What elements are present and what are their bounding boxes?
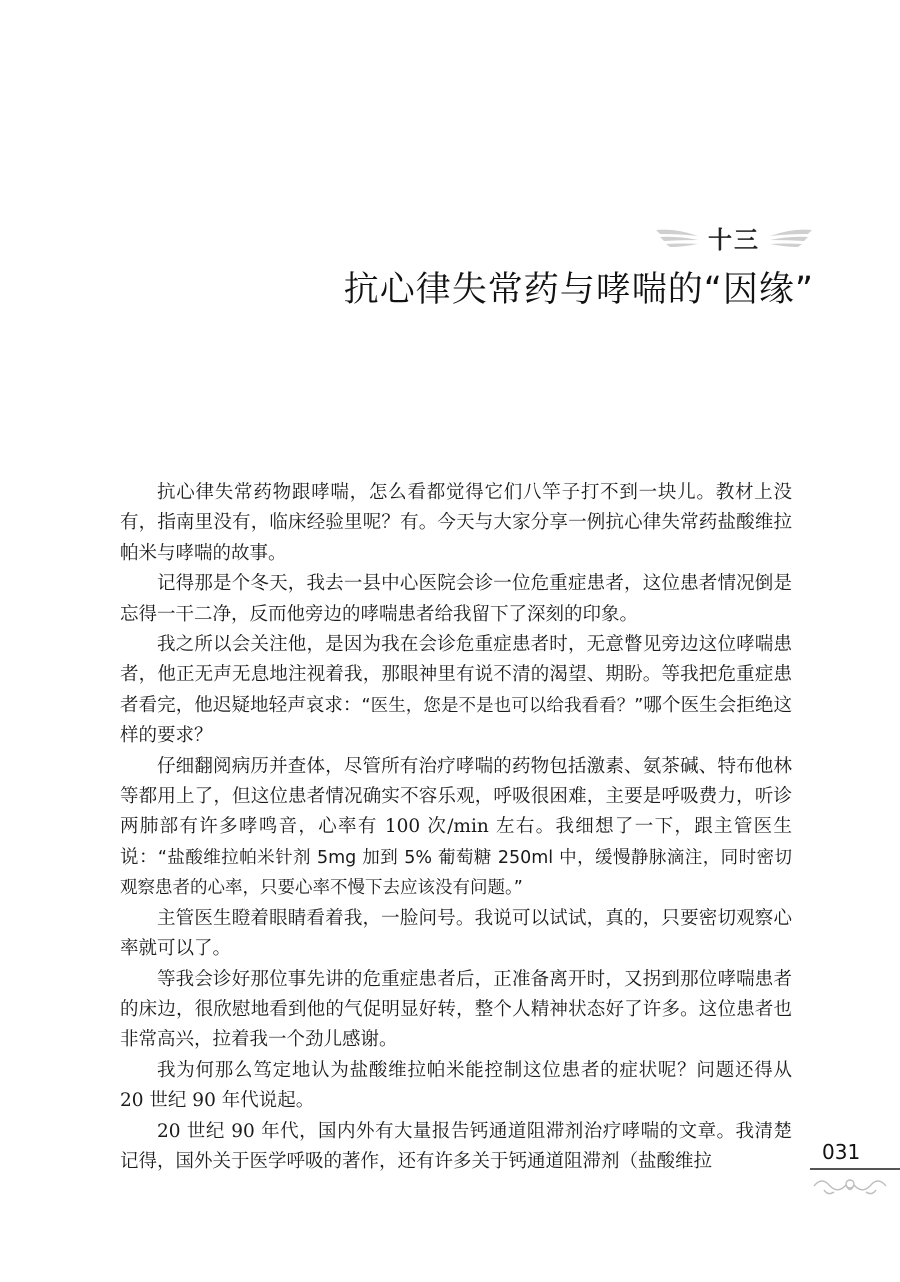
paragraph-text: 仔细翻阅病历并查体，尽管所有治疗哮喘的药物包括激素、氨茶碱、特布他林等都用上了，但这位患者情况确实不容乐观，呼吸很困难，主要是呼吸费力，听诊两肺部有许多哮鸣音，心率有 100 次/min 左右。我细想了一下，跟主管医生说：	[120, 755, 792, 868]
chapter-number: 十三	[708, 225, 760, 254]
chapter-header	[0, 222, 814, 312]
floral-ornament-icon	[810, 1172, 890, 1198]
paragraph: 主管医生瞪着眼睛看着我，一脸问号。我说可以试试，真的，只要密切观察心率就可以了。	[120, 907, 792, 960]
paragraph: 20 世纪 90 年代，国内外有大量报告钙通道阻滞剂治疗哮喘的文章。我清楚记得，国外关于医学呼吸的著作，还有许多关于钙通道阻滞剂（盐酸维拉	[120, 1120, 792, 1172]
page-footer	[810, 1140, 900, 1198]
wing-right-icon	[768, 224, 814, 250]
dialogue-quote: “医生，您是不是也可以给我看看？”	[361, 695, 644, 716]
page-number: 031	[822, 1140, 861, 1164]
paragraph: 我为何那么笃定地认为盐酸维拉帕米能控制这位患者的症状呢？问题还得从 20 世纪 90 年代说起。	[120, 1059, 792, 1112]
paragraph-text: 我之所以会关注他，是因为我在会诊危重症患者时，无意瞥见旁边这位哮喘患者，他正无声无息地注视着我，那眼神里有说不清的渴望、期盼。等我把危重症患者看完，他迟疑地轻声哀求：	[120, 634, 792, 716]
paragraph	[120, 630, 792, 752]
paragraph: 等我会诊好那位事先讲的危重症患者后，正准备离开时，又拐到那位哮喘患者的床边，很欣慰地看到他的气促明显好转，整个人精神状态好了许多。这位患者也非常高兴，拉着我一个劲儿感谢。	[120, 968, 792, 1051]
page-rule	[810, 1168, 900, 1170]
body-text	[120, 478, 792, 1177]
paragraph-text: 哪个医生会拒绝这样的要求？	[120, 694, 792, 747]
dialogue-quote: “盐酸维拉帕米针剂 5mg 加到 5% 葡萄糖 250ml 中，缓慢静脉滴注，同时密切观察患者的心率，只要心率不慢下去应该没有问题。”	[120, 847, 792, 899]
paragraph	[120, 752, 792, 904]
paragraph: 记得那是个冬天，我去一县中心医院会诊一位危重症患者，这位患者情况倒是忘得一干二净，反而他旁边的哮喘患者给我留下了深刻的印象。	[120, 573, 792, 625]
chapter-number-row	[0, 222, 814, 252]
wing-left-icon	[654, 224, 700, 250]
paragraph: 抗心律失常药物跟哮喘，怎么看都觉得它们八竿子打不到一块儿。教材上没有，指南里没有，临床经验里呢？有。今天与大家分享一例抗心律失常药盐酸维拉帕米与哮喘的故事。	[120, 482, 792, 564]
chapter-title: 抗心律失常药与哮喘的“因缘”	[343, 270, 814, 310]
